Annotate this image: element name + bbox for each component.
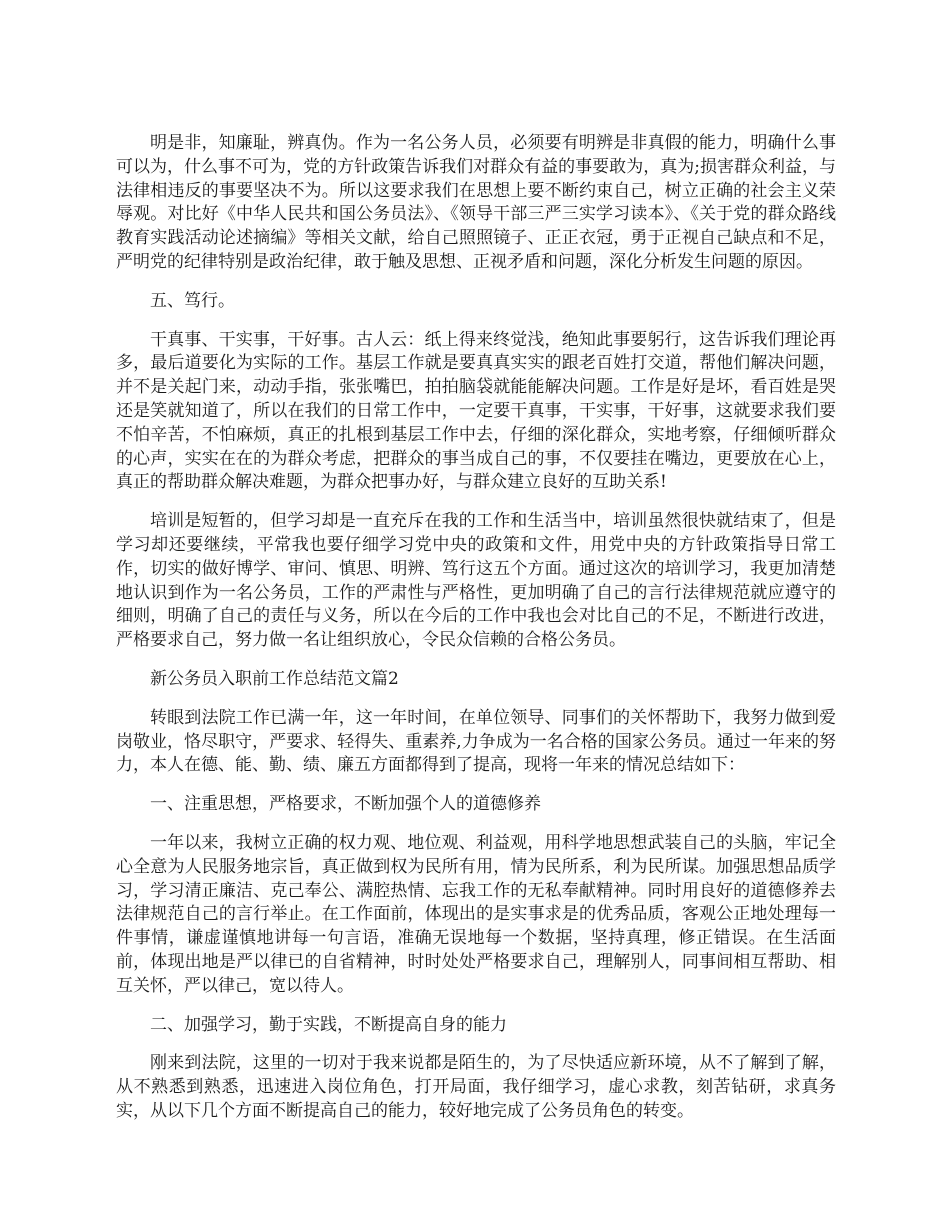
paragraph-training-conclusion: 培训是短暂的，但学习却是一直充斥在我的工作和生活当中，培训虽然很快就结束了，但是学习却还要继续，平常我也要仔细学习党中央的政策和文件，用党中央的方针政策指导日常工作，切实的做好博学、审问、慎思、明辨、笃行这五个方面。通过这次的培训学习，我更加清楚地认识到作为一名公务员，工作的严肃性与严格性，更加明确了自己的言行法律规范就应遵守的细则，明确了自己的责任与义务，所以在今后的工作中我也会对比自己的不足，不断进行改进，严格要求自己，努力做一名让组织放心，令民众信赖的合格公务员。 (116, 511, 836, 651)
section-heading-study: 二、加强学习，勤于实践，不断提高自身的能力 (150, 1014, 507, 1035)
paragraph-thought: 一年以来，我树立正确的权力观、地位观、利益观，用科学地思想武装自己的头脑，牢记全心全意为人民服务地宗旨，真正做到权为民所有用，情为民所系，利为民所谋。加强思想品质学习，学习清正廉洁、克己奉公、满腔热情、忘我工作的无私奉献精神。同时用良好的道德修养去法律规范自己的言行举止。在工作面前，体现出的是实事求是的优秀品质，客观公正地处理每一件事情，谦虚谨慎地讲每一句言语，准确无误地每一个数据，坚持真理，修正错误。在生活面前，体现出地是严以律已的自省精神，时时处处严格要求自己，理解别人，同事间相互帮助、相互关怀，严以律己，宽以待人。 (116, 832, 836, 996)
document-page (116, 132, 836, 1139)
section-heading-thought: 一、注重思想，严格要求，不断加强个人的道德修养 (150, 794, 541, 815)
paragraph-intro: 转眼到法院工作已满一年，这一年时间，在单位领导、同事们的关怀帮助下，我努力做到爱岗敬业，恪尽职守，严要求、轻得失、重素养,力争成为一名合格的国家公务员。通过一年来的努力，本人在德、能、勤、绩、廉五方面都得到了提高，现将一年来的情况总结如下： (116, 707, 836, 776)
paragraph-duxing: 干真事、干实事，干好事。古人云：纸上得来终觉浅，绝知此事要躬行，这告诉我们理论再多，最后道要化为实际的工作。基层工作就是要真真实实的跟老百姓打交道，帮他们解决问题，并不是关起门来，动动手指，张张嘴巴，拍拍脑袋就能能解决问题。工作是好是坏，看百姓是哭还是笑就知道了，所以在我们的日常工作中，一定要干真事，干实事，干好事，这就要求我们要不怕辛苦，不怕麻烦，真正的扎根到基层工作中去，仔细的深化群众，实地考察，仔细倾听群众的心声，实实在在的为群众考虑，把群众的事当成自己的事，不仅要挂在嘴边，更要放在心上，真正的帮助群众解决难题，为群众把事办好，与群众建立良好的互助关系! (116, 329, 836, 493)
paragraph-mingbian: 明是非，知廉耻，辨真伪。作为一名公务人员，必须要有明辨是非真假的能力，明确什么事可以为，什么事不可为，党的方针政策告诉我们对群众有益的事要敢为，真为;损害群众利益，与法律相违反的事要坚决不为。所以这要求我们在思想上要不断约束自己，树立正确的社会主义荣辱观。对比好《中华人民共和国公务员法》、《领导干部三严三实学习读本》、《关于党的群众路线教育实践活动论述摘编》等相关文献，给自己照照镜子、正正衣冠，勇于正视自己缺点和不足，严明党的纪律特别是政治纪律，敢于触及思想、正视矛盾和问题，深化分析发生问题的原因。 (116, 133, 836, 272)
paragraph-study: 刚来到法院，这里的一切对于我来说都是陌生的，为了尽快适应新环境，从不了解到了解，从不熟悉到熟悉，迅速进入岗位角色，打开局面，我仔细学习，虚心求教，刻苦钻研，求真务实，从以下几个方面不断提高自己的能力，较好地完成了公务员角色的转变。 (116, 1053, 836, 1121)
article-title-part2: 新公务员入职前工作总结范文篇2 (150, 668, 399, 689)
section-heading-duxing: 五、笃行。 (150, 290, 235, 311)
